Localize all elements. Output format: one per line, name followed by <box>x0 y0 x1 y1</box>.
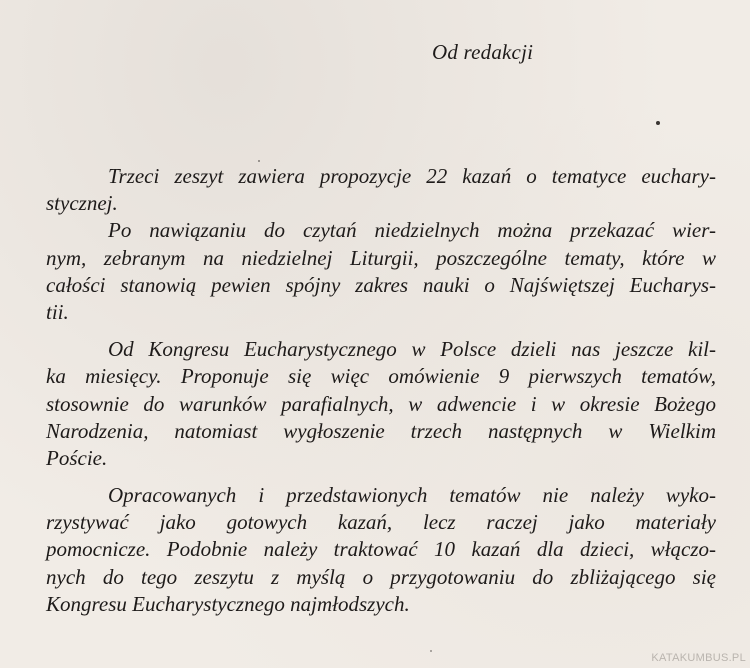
text-line: nych do tego zeszytu z myślą o przygotowaniu do zbliżającego się <box>46 564 716 589</box>
text-line: rzystywać jako gotowych kazań, lecz raczej jako materiały <box>46 510 716 535</box>
text-line: stosownie do warunków parafialnych, w adwencie i w okresie Bożego <box>46 391 716 416</box>
paragraph <box>46 482 716 618</box>
text-line: pomocnicze. Podobnie należy traktować 10 kazań dla dzieci, włączo- <box>46 537 716 562</box>
article-body <box>46 163 716 618</box>
text-line: stycznej. <box>46 191 118 216</box>
text-line: ka miesięcy. Proponuje się więc omówienie 9 pierwszych tematów, <box>46 364 716 389</box>
paper-speck <box>430 650 432 652</box>
paragraph <box>46 217 716 326</box>
paragraph <box>46 163 716 217</box>
text-line: Kongresu Eucharystycznego najmłodszych. <box>46 591 410 616</box>
text-line: tii. <box>46 299 69 324</box>
paragraph <box>46 336 716 472</box>
text-line: Trzeci zeszyt zawiera propozycje 22 kazań o tematyce euchary- <box>108 164 716 188</box>
page-title: Od redakcji <box>432 40 534 64</box>
text-line: Po nawiązaniu do czytań niedzielnych można przekazać wier- <box>108 218 716 243</box>
watermark-text: KATAKUMBUS.PL <box>651 652 746 664</box>
text-line: Narodzenia, natomiast wygłoszenie trzech następnych w Wielkim <box>46 418 716 443</box>
text-line: Poście. <box>46 445 108 470</box>
paper-speck <box>258 160 260 162</box>
text-line: nym, zebranym na niedzielnej Liturgii, poszczególne tematy, które w <box>46 245 716 270</box>
text-line: Opracowanych i przedstawionych tematów nie należy wyko- <box>108 483 716 508</box>
paper-speck <box>656 121 660 125</box>
text-line: Od Kongresu Eucharystycznego w Polsce dzieli nas jeszcze kil- <box>108 337 716 362</box>
text-line: całości stanowią pewien spójny zakres nauki o Najświętszej Eucharys- <box>46 272 716 297</box>
